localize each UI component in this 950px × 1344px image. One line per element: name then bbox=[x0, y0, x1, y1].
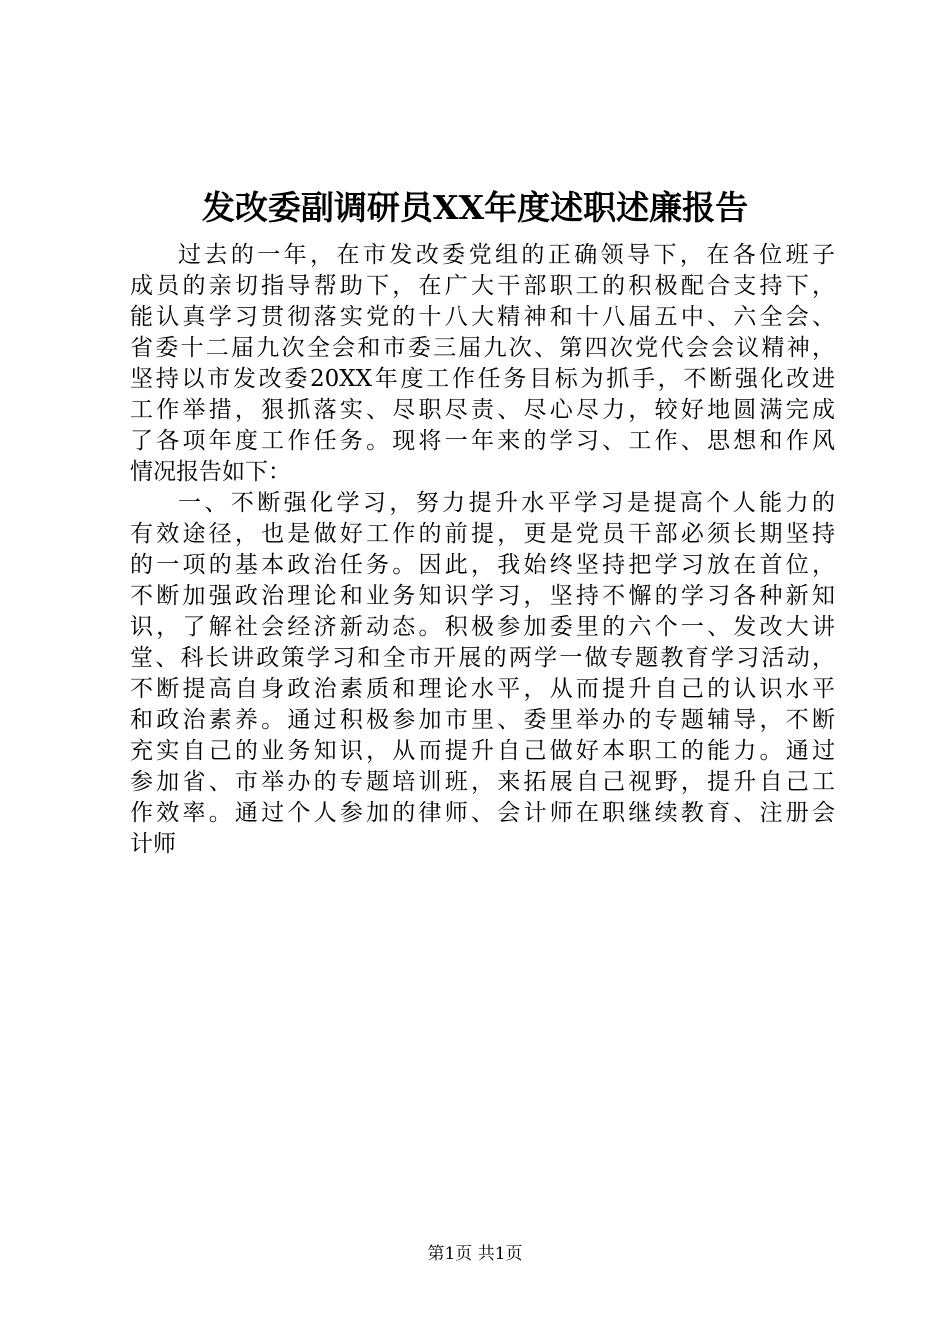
paragraph-1-line: 了各项年度工作任务。现将一年来的学习、工作、思想和作风 bbox=[130, 428, 835, 454]
paragraph-1-line: 能认真学习贯彻落实党的十八大精神和十八届五中、六全会、 bbox=[130, 304, 835, 330]
paragraph-1-line: 坚持以市发改委20XX年度工作任务目标为抓手，不断强化改进 bbox=[130, 366, 835, 392]
paragraph-2-line: 有效途径，也是做好工作的前提，更是党员干部必须长期坚持 bbox=[130, 521, 835, 547]
paragraph-1-line: 过去的一年，在市发改委党组的正确领导下，在各位班子 bbox=[178, 242, 835, 268]
paragraph-1-line: 省委十二届九次全会和市委三届九次、第四次党代会会议精神， bbox=[130, 335, 835, 361]
paragraph-2-line: 充实自己的业务知识，从而提升自己做好本职工的能力。通过 bbox=[130, 738, 835, 764]
paragraph-2-line: 不断加强政治理论和业务知识学习，坚持不懈的学习各种新知 bbox=[130, 583, 835, 609]
paragraph-2-line: 一、不断强化学习，努力提升水平学习是提高个人能力的 bbox=[178, 490, 835, 516]
paragraph-2-line: 识，了解社会经济新动态。积极参加委里的六个一、发改大讲 bbox=[130, 614, 835, 640]
paragraph-2-line: 作效率。通过个人参加的律师、会计师在职继续教育、注册会 bbox=[130, 800, 835, 826]
paragraph-1-line: 工作举措，狠抓落实、尽职尽责、尽心尽力，较好地圆满完成 bbox=[130, 397, 835, 423]
paragraph-2-line: 不断提高自身政治素质和理论水平，从而提升自己的认识水平 bbox=[130, 676, 835, 702]
paragraph-1-line: 情况报告如下： bbox=[130, 459, 291, 485]
paragraph-2-line: 堂、科长讲政策学习和全市开展的两学一做专题教育学习活动， bbox=[130, 645, 835, 671]
document-title: 发改委副调研员XX年度述职述廉报告 bbox=[201, 188, 749, 227]
paragraph-2-line: 的一项的基本政治任务。因此，我始终坚持把学习放在首位， bbox=[130, 552, 835, 578]
paragraph-2-line: 计师 bbox=[130, 831, 176, 857]
paragraph-1-line: 成员的亲切指导帮助下，在广大干部职工的积极配合支持下， bbox=[130, 273, 835, 299]
paragraph-2-line: 参加省、市举办的专题培训班，来拓展自己视野，提升自己工 bbox=[130, 769, 835, 795]
page-footer: 第1页 共1页 bbox=[427, 1244, 523, 1264]
document-body bbox=[130, 240, 835, 860]
paragraph-2-line: 和政治素养。通过积极参加市里、委里举办的专题辅导，不断 bbox=[130, 707, 835, 733]
